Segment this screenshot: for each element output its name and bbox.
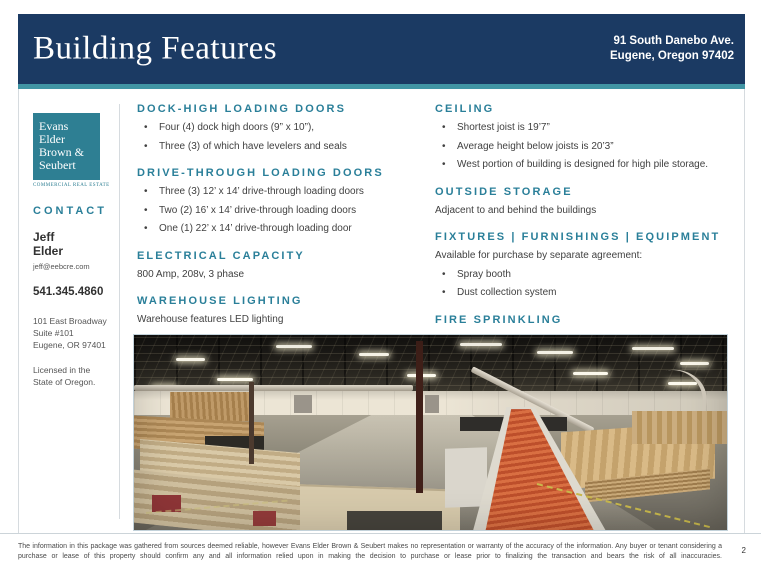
header-accent-strip [18,84,745,89]
section-text: Warehouse features LED lighting [137,314,284,325]
section-dock-high-loading-doors [137,103,425,156]
license-note-line1: Licensed in the [33,365,91,375]
contact-phone: 541.345.4860 [33,286,104,298]
section-heading: CEILING [435,103,495,115]
features-column-left [137,103,425,330]
section-text: Available for purchase by separate agreement: [435,250,643,261]
property-address [610,34,734,64]
section-heading: OUTSIDE STORAGE [435,185,573,198]
sidebar [33,113,109,388]
bullet-item: • Shortest joist is 19’7” [435,119,737,138]
right-border-rule [744,89,745,533]
contact-first-name: Jeff [33,230,55,244]
section-text: 800 Amp, 208v, 3 phase [137,268,245,280]
features-column-right [435,103,737,330]
section-heading: ELECTRICAL CAPACITY [137,249,305,262]
section-heading: DRIVE-THROUGH LOADING DOORS [137,167,384,179]
photo-vignette [134,335,727,530]
bullet-item: • Dust collection system [435,284,737,303]
bullet-list [137,183,425,239]
license-note-line2: State of Oregon. [33,377,96,387]
page-title: Building Features [33,30,278,67]
bullet-item: • Average height below joists is 20’3” [435,138,737,157]
section-text: Adjacent to and behind the buildings [435,204,597,216]
section-heading: DOCK-HIGH LOADING DOORS [137,103,347,115]
office-address-line2: Suite #101 [33,328,74,338]
logo-line: Seubert [39,158,76,172]
left-border-rule [18,89,19,533]
logo-tagline: COMMERCIAL REAL ESTATE [33,183,110,188]
section-warehouse-lighting [137,295,425,330]
license-note [33,364,109,388]
section-heading: FIRE SPRINKLING [435,313,563,326]
section-electrical-capacity [137,250,425,285]
bullet-item: • West portion of building is designed for high pile storage. [435,156,737,175]
disclaimer-text: The information in this package was gathered from sources deemed reliable, however Evans Elder Brown & Seubert makes no representation or warranty of the accuracy of the information. Any buyer or tenant considering a purchase or lease of this property should confirm any and all information relied upon in making the decision to purchase or lease prior to finalizing the transaction and bears the risk of all inaccuracies. [18,543,722,560]
logo-line: Brown & [39,145,84,159]
property-address-line2: Eugene, Oregon 97402 [610,50,734,62]
bullet-item: • Three (3) of which have levelers and seals [137,138,425,157]
section-drive-through-loading-doors [137,167,425,239]
section-fire-sprinkling [435,314,737,326]
footer-divider-rule [0,533,761,534]
property-address-line1: 91 South Danebo Ave. [613,35,734,47]
section-outside-storage [435,186,737,221]
bullet-list [435,119,737,175]
office-address-line1: 101 East Broadway [33,316,107,326]
contact-name [33,230,109,258]
contact-heading: CONTACT [33,205,107,217]
bullet-item: • Four (4) dock high doors (9” x 10”), [137,119,425,138]
logo-line: Elder [39,132,65,146]
office-address-line3: Eugene, OR 97401 [33,340,106,350]
section-ceiling [435,103,737,175]
section-heading: FIXTURES | FURNISHINGS | EQUIPMENT [435,231,721,243]
office-address [33,315,109,351]
company-logo [33,113,100,180]
bullet-item: • Three (3) 12’ x 14’ drive-through loading doors [137,183,425,202]
logo-line: Evans [39,119,69,133]
page-number: 2 [741,546,746,555]
sidebar-divider-rule [119,104,120,519]
section-fixtures-furnishings-equipment [435,231,737,303]
header-bar [18,14,745,84]
bullet-item: • Spray booth [435,266,737,285]
bullet-item: • One (1) 22’ x 14’ drive-through loading door [137,220,425,239]
contact-last-name: Elder [33,244,64,258]
contact-email[interactable]: jeff@eebcre.com [33,262,90,271]
warehouse-photo [134,335,727,530]
bullet-list [137,119,425,156]
bullet-list [435,266,737,303]
bullet-item: • Two (2) 16’ x 14’ drive-through loading doors [137,202,425,221]
section-heading: WAREHOUSE LIGHTING [137,295,303,307]
